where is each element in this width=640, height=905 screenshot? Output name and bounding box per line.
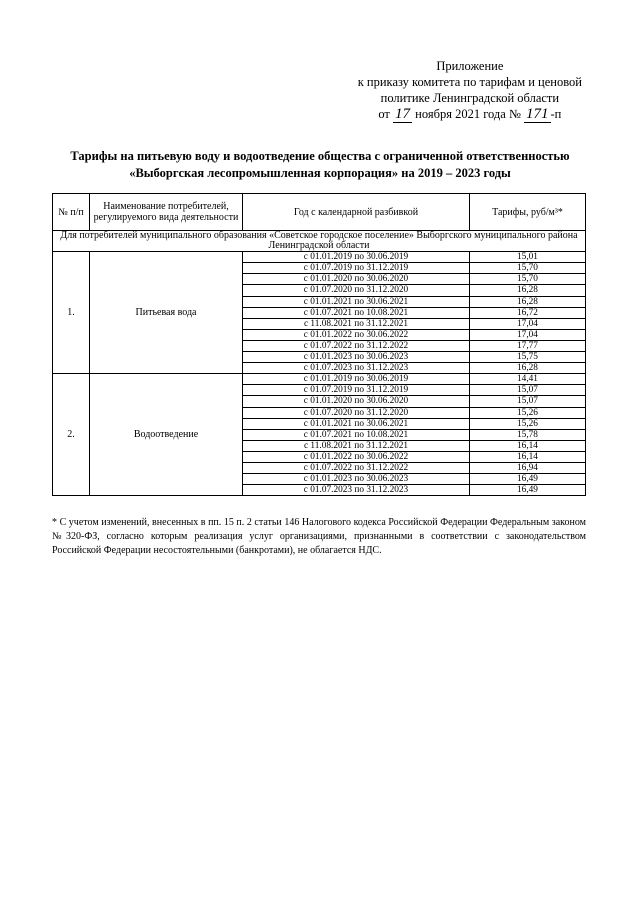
rate-cell: 16,28 bbox=[470, 285, 586, 296]
header-name: Наименование потребителей, регулируемого вида деятельности bbox=[90, 194, 243, 231]
appendix-line-3: политике Ленинградской области bbox=[380, 91, 560, 105]
rate-cell: 17,77 bbox=[470, 340, 586, 351]
date-prefix: от bbox=[378, 107, 390, 121]
rate-cell: 16,28 bbox=[470, 296, 586, 307]
rate-cell: 16,14 bbox=[470, 451, 586, 462]
period-cell: с 01.01.2020 по 30.06.2020 bbox=[243, 274, 470, 285]
region-row bbox=[53, 231, 586, 252]
rate-cell: 17,04 bbox=[470, 329, 586, 340]
appendix-line-2: к приказу комитета по тарифам и ценовой bbox=[357, 75, 582, 89]
order-suffix: -п bbox=[550, 107, 562, 121]
period-cell: с 01.07.2020 по 31.12.2020 bbox=[243, 407, 470, 418]
rate-cell: 15,07 bbox=[470, 396, 586, 407]
period-cell: с 01.01.2020 по 30.06.2020 bbox=[243, 396, 470, 407]
rate-cell: 15,26 bbox=[470, 418, 586, 429]
appendix-line-1: Приложение bbox=[436, 59, 504, 73]
period-cell: с 01.07.2019 по 31.12.2019 bbox=[243, 263, 470, 274]
rate-cell: 15,07 bbox=[470, 385, 586, 396]
table-body bbox=[53, 231, 586, 496]
rate-cell: 15,26 bbox=[470, 407, 586, 418]
period-cell: с 01.01.2023 по 30.06.2023 bbox=[243, 352, 470, 363]
footnote: * С учетом изменений, внесенных в пп. 15 п. 2 статьи 146 Налогового кодекса Российской Федерации Федеральным законом №320-ФЗ, согласно которым реализация услуг организациями, признанными в соответствии с законодательством Российской Федерации несостоятельными (банкротами), не облагается НДС. bbox=[52, 517, 586, 556]
document-title bbox=[40, 148, 600, 182]
appendix-block bbox=[358, 58, 582, 122]
header-num: № п/п bbox=[53, 194, 90, 231]
rate-cell: 16,49 bbox=[470, 485, 586, 496]
period-cell: с 01.07.2020 по 31.12.2020 bbox=[243, 285, 470, 296]
rate-cell: 15,78 bbox=[470, 429, 586, 440]
period-cell: с 01.07.2022 по 31.12.2022 bbox=[243, 340, 470, 351]
tariff-table bbox=[52, 193, 586, 496]
period-cell: с 01.01.2021 по 30.06.2021 bbox=[243, 296, 470, 307]
rate-cell: 16,28 bbox=[470, 363, 586, 374]
period-cell: с 01.01.2022 по 30.06.2022 bbox=[243, 451, 470, 462]
period-cell: с 11.08.2021 по 31.12.2021 bbox=[243, 440, 470, 451]
rate-cell: 16,49 bbox=[470, 474, 586, 485]
title-line-1: Тарифы на питьевую воду и водоотведение общества с ограниченной ответственностью bbox=[70, 149, 570, 163]
rate-cell: 15,01 bbox=[470, 252, 586, 263]
table-row bbox=[53, 252, 586, 263]
rate-cell: 16,72 bbox=[470, 307, 586, 318]
date-day: 17 bbox=[395, 106, 411, 122]
period-cell: с 01.07.2022 по 31.12.2022 bbox=[243, 462, 470, 473]
period-cell: с 01.01.2023 по 30.06.2023 bbox=[243, 474, 470, 485]
period-cell: с 01.07.2021 по 10.08.2021 bbox=[243, 429, 470, 440]
period-cell: с 01.01.2019 по 30.06.2019 bbox=[243, 252, 470, 263]
appendix-date-line bbox=[358, 106, 582, 122]
rate-cell: 15,75 bbox=[470, 352, 586, 363]
order-number: 171 bbox=[526, 106, 549, 122]
group-number: 1. bbox=[53, 252, 90, 374]
group-name: Водоотведение bbox=[90, 374, 243, 496]
table-header-row bbox=[53, 194, 586, 231]
rate-cell: 15,70 bbox=[470, 263, 586, 274]
table-row bbox=[53, 374, 586, 385]
period-cell: с 11.08.2021 по 31.12.2021 bbox=[243, 318, 470, 329]
rate-cell: 15,70 bbox=[470, 274, 586, 285]
rate-cell: 14,41 bbox=[470, 374, 586, 385]
period-cell: с 01.07.2023 по 31.12.2023 bbox=[243, 363, 470, 374]
period-cell: с 01.07.2019 по 31.12.2019 bbox=[243, 385, 470, 396]
title-line-2: «Выборгская лесопромышленная корпорация» на 2019 – 2023 годы bbox=[129, 166, 511, 180]
region-caption: Для потребителей муниципального образования «Советское городское поселение» Выборгского муниципального района Ленинградской области bbox=[53, 231, 586, 252]
rate-cell: 17,04 bbox=[470, 318, 586, 329]
rate-cell: 16,14 bbox=[470, 440, 586, 451]
date-middle: ноября 2021 года № bbox=[415, 107, 521, 121]
period-cell: с 01.01.2022 по 30.06.2022 bbox=[243, 329, 470, 340]
group-number: 2. bbox=[53, 374, 90, 496]
period-cell: с 01.01.2019 по 30.06.2019 bbox=[243, 374, 470, 385]
period-cell: с 01.07.2021 по 10.08.2021 bbox=[243, 307, 470, 318]
header-rate: Тарифы, руб/м³* bbox=[470, 194, 586, 231]
header-period: Год с календарной разбивкой bbox=[243, 194, 470, 231]
group-name: Питьевая вода bbox=[90, 252, 243, 374]
period-cell: с 01.07.2023 по 31.12.2023 bbox=[243, 485, 470, 496]
period-cell: с 01.01.2021 по 30.06.2021 bbox=[243, 418, 470, 429]
rate-cell: 16,94 bbox=[470, 462, 586, 473]
